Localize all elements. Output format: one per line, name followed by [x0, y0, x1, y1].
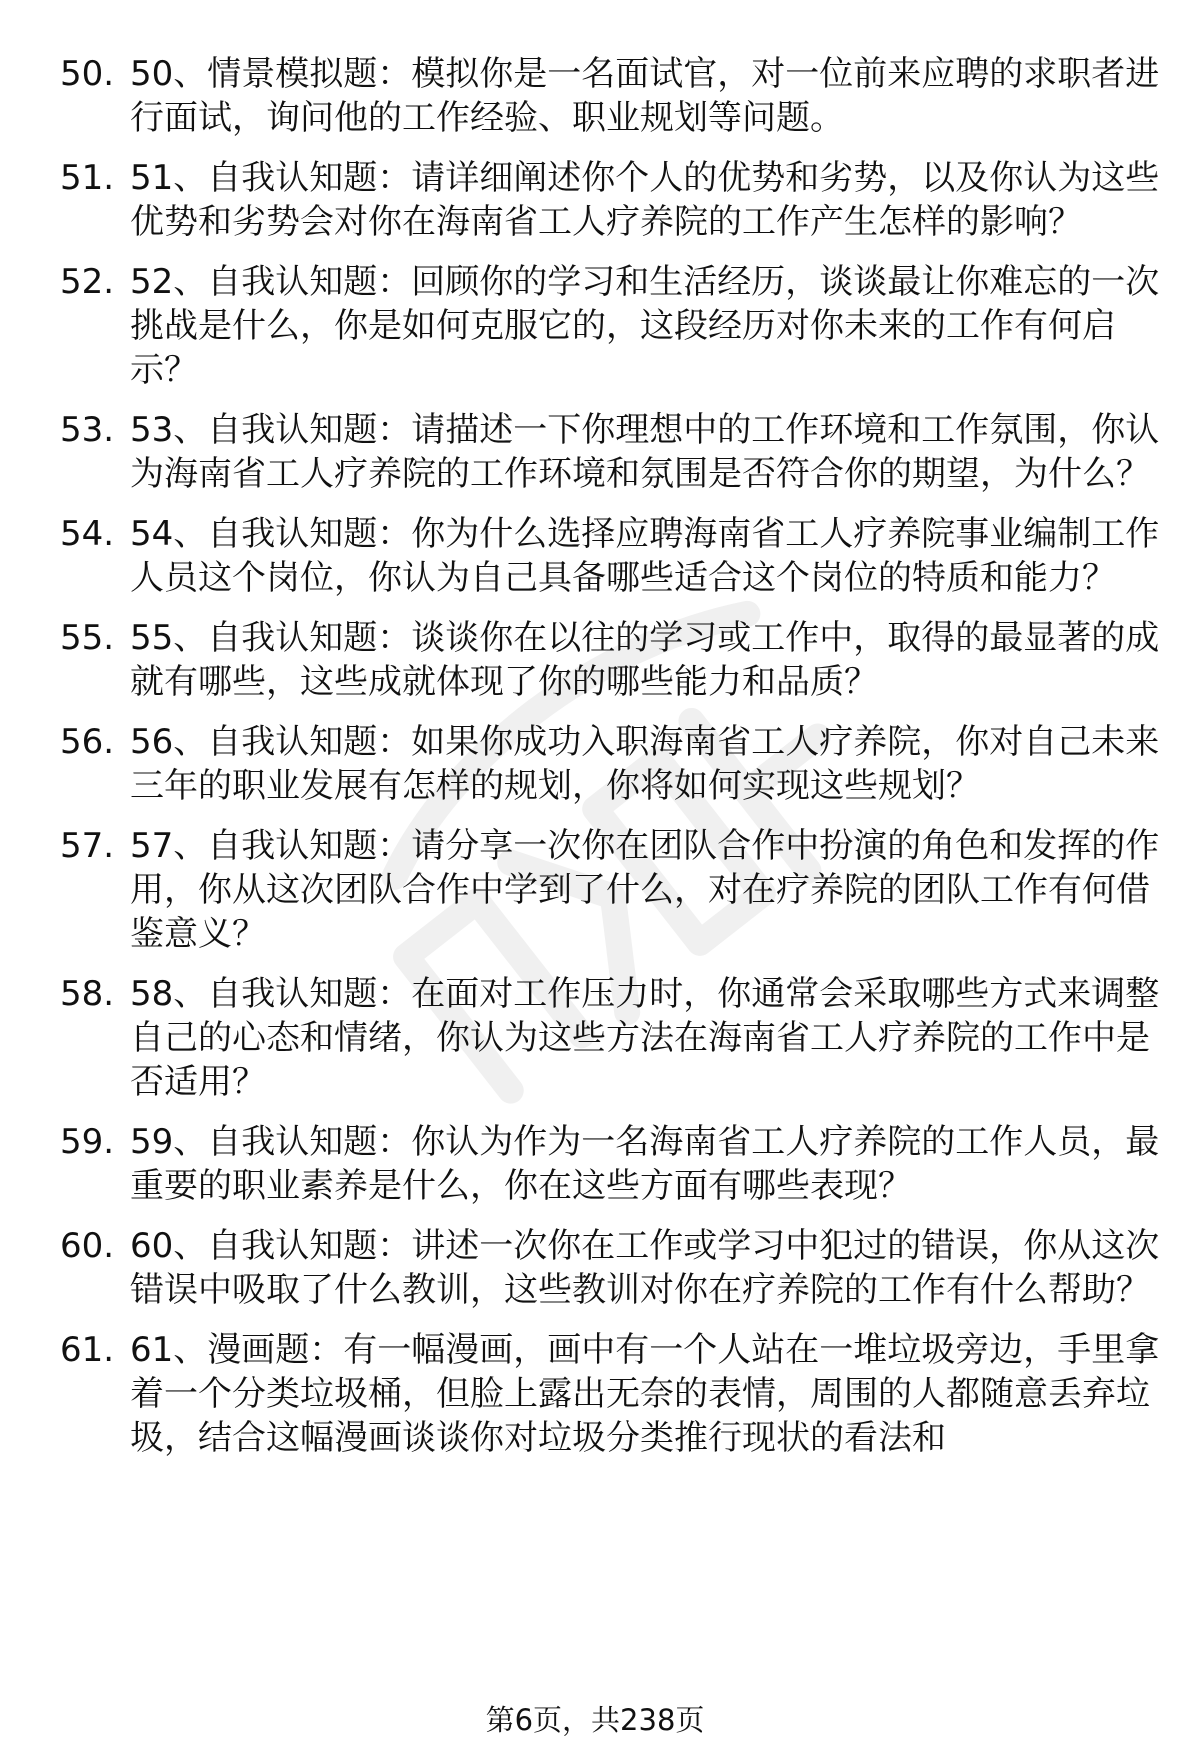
list-item: [60, 972, 1160, 1104]
item-text: 53、自我认知题：请描述一下你理想中的工作环境和工作氛围，你认为海南省工人疗养院的工作环境和氛围是否符合你的期望，为什么？: [130, 410, 1160, 494]
list-item: [60, 616, 1160, 704]
item-number: 55.: [60, 618, 115, 658]
item-text: 50、情景模拟题：模拟你是一名面试官，对一位前来应聘的求职者进行面试，询问他的工作经验、职业规划等问题。: [130, 54, 1160, 138]
item-text: 57、自我认知题：请分享一次你在团队合作中扮演的角色和发挥的作用，你从这次团队合作中学到了什么，对在疗养院的团队工作有何借鉴意义？: [130, 826, 1160, 954]
item-number: 57.: [60, 826, 115, 866]
item-text: 59、自我认知题：你认为作为一名海南省工人疗养院的工作人员，最重要的职业素养是什么，你在这些方面有哪些表现？: [130, 1122, 1160, 1206]
item-number: 54.: [60, 514, 115, 554]
item-number: 59.: [60, 1122, 115, 1162]
item-number: 60.: [60, 1226, 115, 1266]
item-text: 58、自我认知题：在面对工作压力时，你通常会采取哪些方式来调整自己的心态和情绪，你认为这些方法在海南省工人疗养院的工作中是否适用？: [130, 974, 1160, 1102]
item-number: 58.: [60, 974, 115, 1014]
item-number: 50.: [60, 54, 115, 94]
item-text: 52、自我认知题：回顾你的学习和生活经历，谈谈最让你难忘的一次挑战是什么，你是如何克服它的，这段经历对你未来的工作有何启示？: [130, 262, 1160, 390]
item-number: 61.: [60, 1330, 115, 1370]
list-item: [60, 156, 1160, 244]
list-item: [60, 720, 1160, 808]
item-number: 52.: [60, 262, 115, 302]
item-text: 54、自我认知题：你为什么选择应聘海南省工人疗养院事业编制工作人员这个岗位，你认为自己具备哪些适合这个岗位的特质和能力？: [130, 514, 1160, 598]
item-text: 51、自我认知题：请详细阐述你个人的优势和劣势，以及你认为这些优势和劣势会对你在海南省工人疗养院的工作产生怎样的影响？: [130, 158, 1160, 242]
list-item: [60, 1224, 1160, 1312]
item-text: 56、自我认知题：如果你成功入职海南省工人疗养院，你对自己未来三年的职业发展有怎样的规划，你将如何实现这些规划？: [130, 722, 1160, 806]
item-text: 61、漫画题：有一幅漫画，画中有一个人站在一堆垃圾旁边，手里拿着一个分类垃圾桶，但脸上露出无奈的表情，周围的人都随意丢弃垃圾，结合这幅漫画谈谈你对垃圾分类推行现状的看法和: [130, 1330, 1160, 1458]
item-number: 56.: [60, 722, 115, 762]
item-number: 53.: [60, 410, 115, 450]
page-indicator: 第6页，共238页: [485, 1703, 705, 1737]
list-item: [60, 1328, 1160, 1460]
list-item: [60, 52, 1160, 140]
item-text: 60、自我认知题：讲述一次你在工作或学习中犯过的错误，你从这次错误中吸取了什么教训，这些教训对你在疗养院的工作有什么帮助？: [130, 1226, 1160, 1310]
item-number: 51.: [60, 158, 115, 198]
question-list: [60, 52, 1160, 1476]
list-item: [60, 1120, 1160, 1208]
list-item: [60, 512, 1160, 600]
list-item: [60, 408, 1160, 496]
list-item: [60, 824, 1160, 956]
item-text: 55、自我认知题：谈谈你在以往的学习或工作中，取得的最显著的成就有哪些，这些成就体现了你的哪些能力和品质？: [130, 618, 1160, 702]
list-item: [60, 260, 1160, 392]
